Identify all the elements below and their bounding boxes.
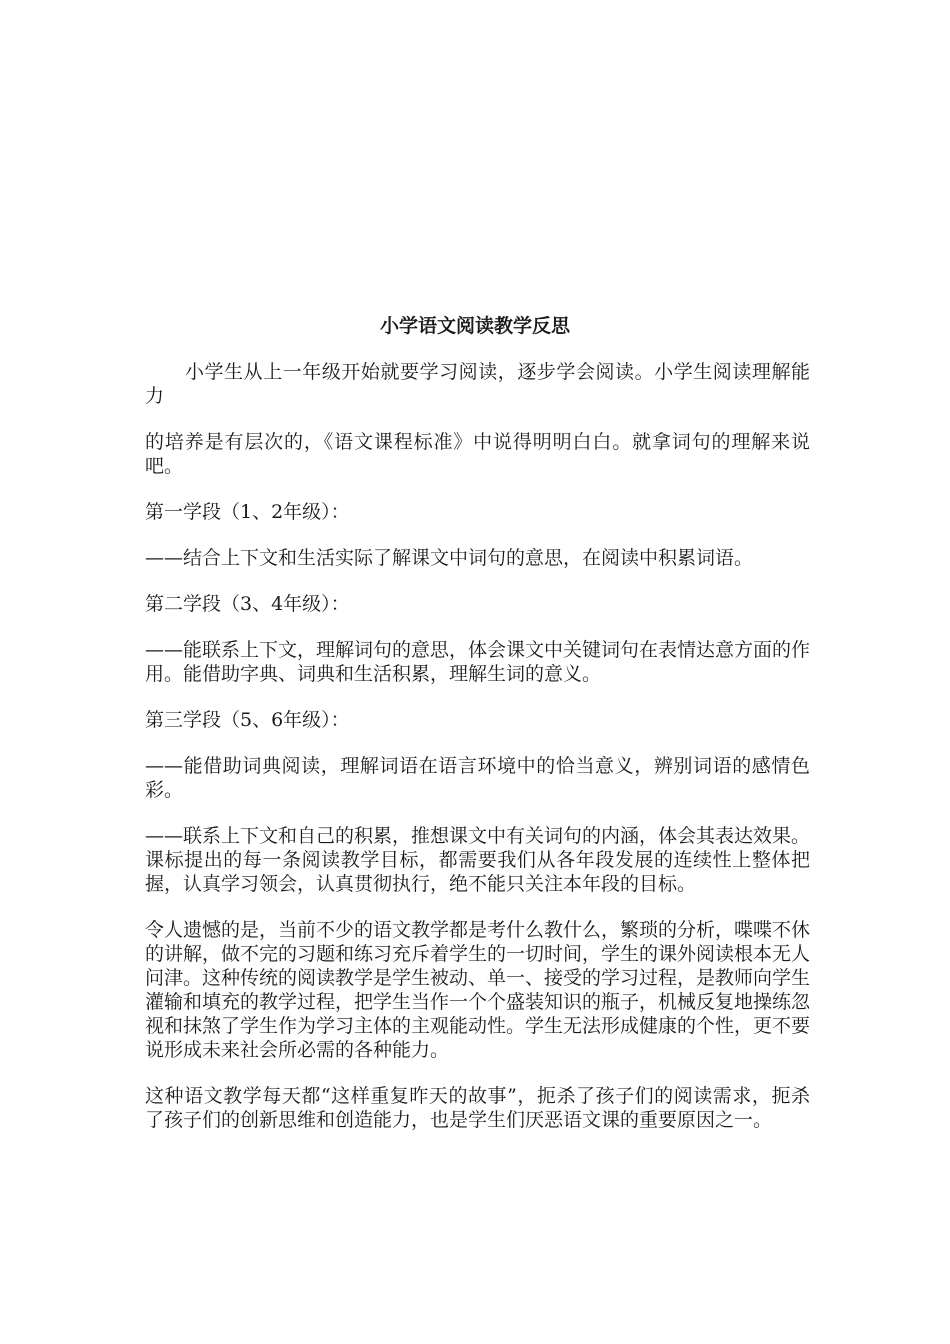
paragraph-standard: 的培养是有层次的，《语文课程标准》中说得明明白白。就拿词句的理解来说吧。 [145, 431, 810, 477]
paragraph-stage-three-a: ——能借助词典阅读，理解词语在语言环境中的恰当意义，辨别词语的感情色彩。 [145, 755, 810, 801]
paragraph-stage-one: ——结合上下文和生活实际了解课文中词句的意思，在阅读中积累词语。 [145, 547, 754, 569]
document-body [145, 360, 810, 1154]
paragraph-intro: 小学生从上一年级开始就要学习阅读，逐步学会阅读。小学生阅读理解能力 [145, 361, 810, 407]
paragraph-stage-two: ——能联系上下文，理解词句的意思，体会课文中关键词句在表情达意方面的作用。能借助字典、词典和生活积累，理解生词的意义。 [145, 639, 811, 685]
heading-stage-two: 第二学段（3、4年级）： [145, 593, 350, 615]
paragraph-stage-three-b: ——联系上下文和自己的积累，推想课文中有关词句的内涵，体会其表达效果。 课标提出的每一条阅读教学目标，都需要我们从各年段发展的连续性上整体把握，认真学习领会，认真贯彻执行，绝不能只关注本年段的目标。 [145, 825, 811, 895]
document-title: 小学语文阅读教学反思 [379, 315, 570, 337]
heading-stage-one: 第一学段（1、2年级）： [145, 501, 350, 523]
heading-stage-three: 第三学段（5、6年级）： [145, 709, 350, 731]
paragraph-conclusion: 这种语文教学每天都“这样重复昨天的故事”，扼杀了孩子们的阅读需求，扼杀了孩子们的创新思维和创造能力，也是学生们厌恶语文课的重要原因之一。 [145, 1085, 810, 1131]
paragraph-regret: 令人遗憾的是，当前不少的语文教学都是考什么教什么，繁琐的分析，喋喋不休的讲解，做不完的习题和练习充斥着学生的一切时间，学生的课外阅读根本无人问津。这种传统的阅读教学是学生被动、单一、接受的学习过程，是教师向学生灌输和填充的教学过程，把学生当作一个个盛装知识的瓶子，机械反复地操练忽视和抹煞了学生作为学习主体的主观能动性。学生无法形成健康的个性，更不要说形成未来社会所必需的各种能力。 [145, 919, 811, 1061]
